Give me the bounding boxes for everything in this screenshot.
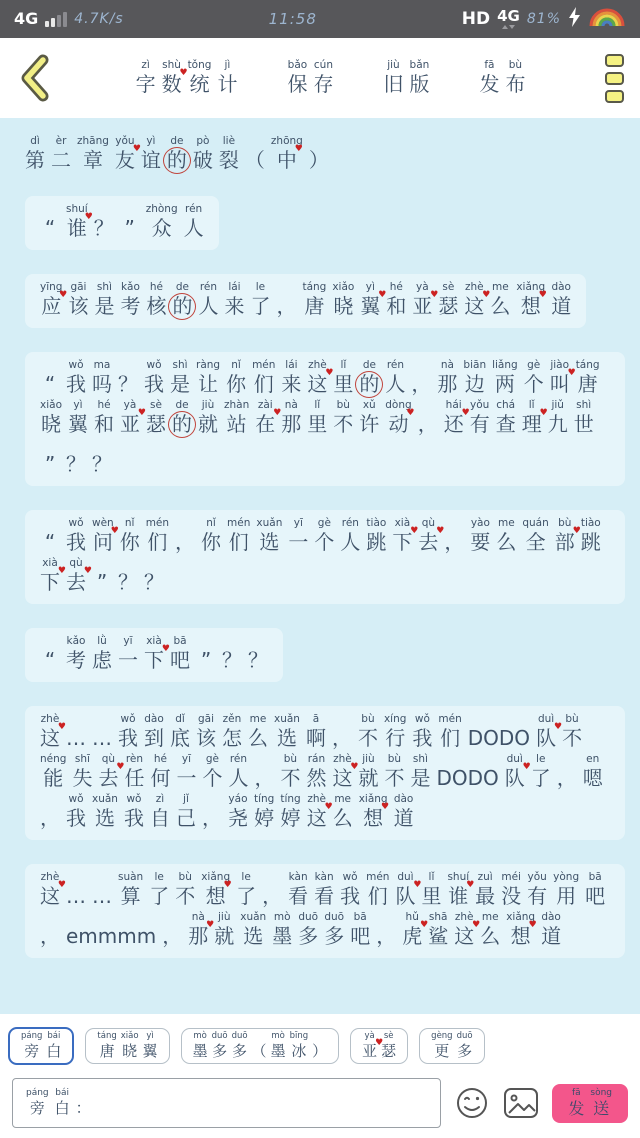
emoji-button[interactable]: [454, 1085, 490, 1121]
ruby-char: me 么: [496, 517, 517, 554]
ruby-char: zhāng 章: [77, 135, 109, 172]
ruby-char: rén 人: [340, 517, 361, 554]
ruby-char: kàn 看: [314, 871, 335, 908]
ruby-char: nǐ 你: [119, 517, 140, 554]
ruby-char: xuǎn 选: [274, 713, 300, 750]
ruby-char: shī 失: [72, 753, 93, 790]
ruby-char: nà ♥ 那: [188, 911, 208, 949]
ruby-char: rén 人: [183, 203, 204, 240]
ruby-char: yà ♥ 亚: [362, 1031, 377, 1061]
ruby-char: dào 道: [541, 911, 562, 948]
message-input[interactable]: [12, 1078, 441, 1128]
ruby-char: ）: [312, 1042, 328, 1060]
ruby-char: duō 多: [324, 911, 345, 948]
ruby-char: yī 一: [176, 753, 197, 790]
ruby-char: nà 那: [281, 399, 302, 436]
ruby-char: tíng 婷: [280, 793, 301, 830]
ruby-char: rèn 任: [124, 753, 145, 790]
ruby-char: qù ♥ 去: [66, 557, 86, 595]
ruby-char: xíng 行: [383, 713, 407, 750]
ruby-char: shì 世: [573, 399, 594, 436]
ruby-char: xià ♥ 下: [392, 517, 412, 555]
ruby-char: èr 二: [51, 135, 71, 172]
ruby-char: zhōng ♥ 中: [271, 135, 303, 173]
ruby-char: dòng ♥ 动: [385, 399, 411, 437]
ruby-char: …: [92, 884, 112, 908]
ruby-char: lǜ 虑: [92, 635, 112, 672]
ruby-char: bù ♥ 部: [555, 517, 575, 555]
ruby-char: néng 能: [40, 753, 67, 790]
ruby-char: ，: [556, 766, 577, 790]
ruby-char: dì 第: [25, 135, 45, 172]
role-button-tang-xiaoyi[interactable]: [85, 1028, 169, 1064]
ruby-char: “: [44, 530, 56, 554]
ruby-char: gè 个: [523, 359, 544, 396]
ruby-char: “: [44, 648, 56, 672]
ruby-char: me 么: [248, 713, 268, 750]
paragraph-list: [0, 196, 640, 958]
ruby-char: shù ♥ 数: [162, 59, 182, 97]
ruby-char: ，: [201, 806, 222, 830]
ruby-char: wǒ 我: [412, 713, 433, 750]
ruby-char: tiào 跳: [580, 517, 601, 554]
network-type-label: 4G: [14, 9, 39, 28]
back-button[interactable]: [16, 52, 56, 104]
ruby-char: ，: [444, 530, 465, 554]
ruby-char: shuí ♥ 谁: [447, 871, 469, 909]
ruby-char: lǐ 里: [307, 399, 328, 436]
ruby-char: （: [244, 148, 265, 172]
ruby-char: gāi 该: [196, 713, 216, 750]
ruby-char: cún 存: [313, 59, 334, 96]
ruby-char: bái 白: [54, 1088, 70, 1117]
ruby-char: en 嗯: [582, 753, 603, 790]
ruby-char: qù ♥ 去: [98, 753, 118, 791]
ruby-char: shā 鲨: [428, 911, 449, 948]
ruby-char: ：: [75, 1099, 91, 1117]
ruby-char: de 的: [166, 135, 187, 172]
paragraph-block[interactable]: [25, 274, 586, 328]
ruby-char: liè 裂: [218, 135, 239, 172]
ruby-char: “: [44, 216, 56, 240]
ruby-char: xǔ 许: [359, 399, 380, 436]
ruby-char: le 了: [149, 871, 170, 908]
ruby-char: emmmm: [66, 924, 157, 948]
ruby-char: bǎo 保: [287, 59, 308, 96]
ruby-char: fā 发: [479, 59, 500, 96]
ruby-char: dào 道: [393, 793, 414, 830]
ruby-char: yǒu 有: [469, 399, 490, 436]
ruby-char: zhè ♥ 这: [307, 359, 327, 397]
paragraph-block[interactable]: [25, 864, 625, 958]
ruby-char: bā 吧: [585, 871, 606, 908]
ruby-char: ？: [222, 648, 242, 672]
ruby-char: ，: [276, 294, 297, 318]
ruby-char: ？: [144, 570, 164, 594]
ruby-char: rén 人: [198, 281, 219, 318]
ruby-char: de 的: [172, 281, 193, 318]
ruby-char: bái 白: [46, 1031, 62, 1060]
ruby-char: yǒu ♥ 友: [115, 135, 135, 173]
ruby-char: xiǎo 晓: [332, 281, 355, 318]
emoji-smiley-icon: [455, 1086, 489, 1120]
nav-bar: [0, 38, 640, 118]
ruby-char: kàn 看: [288, 871, 309, 908]
ruby-char: yǒu 有: [527, 871, 548, 908]
ruby-char: gè 个: [202, 753, 223, 790]
ruby-char: jiù 就: [214, 911, 235, 948]
ruby-char: ràng 让: [196, 359, 221, 396]
ruby-char: zài ♥ 在: [255, 399, 275, 437]
ruby-char: bīng 冰: [289, 1031, 309, 1060]
ruby-char: sòng 送: [590, 1087, 612, 1118]
ruby-char: ？: [248, 648, 268, 672]
ruby-char: méi 没: [501, 871, 522, 908]
ruby-char: hé 何: [150, 753, 171, 790]
ruby-char: wǒ 我: [118, 713, 138, 750]
ruby-char: ”: [124, 216, 135, 240]
ruby-char: yì 翼: [68, 399, 88, 436]
ruby-char: suàn 算: [118, 871, 144, 908]
ruby-char: zhàn 站: [224, 399, 250, 436]
ruby-char: tíng 婷: [253, 793, 275, 830]
ruby-char: yì 谊: [140, 135, 161, 172]
ruby-char: rén 人: [385, 359, 406, 396]
ruby-char: le 了: [236, 871, 257, 908]
ruby-char: bù 不: [562, 713, 583, 750]
ruby-char: hé 核: [146, 281, 167, 318]
battery-percent: 81%: [526, 11, 561, 27]
ruby-char: ā 啊: [305, 713, 326, 750]
ruby-char: me 么: [332, 793, 353, 830]
ruby-char: duō 多: [211, 1031, 228, 1060]
ruby-char: …: [92, 726, 112, 750]
ruby-char: jiào ♥ 叫: [550, 359, 570, 397]
ruby-char: ，: [40, 806, 60, 830]
ruby-char: bù 不: [175, 871, 196, 908]
chapter-content: [0, 118, 640, 1014]
ruby-char: zhè ♥ 这: [307, 793, 327, 831]
ruby-char: jiǔ 九: [547, 399, 568, 436]
ruby-char: nà 那: [437, 359, 458, 396]
ruby-char: ，: [376, 924, 397, 948]
ruby-char: yī 一: [118, 635, 138, 672]
ruby-char: ？: [66, 452, 86, 476]
ruby-char: wǒ 我: [66, 359, 86, 396]
ruby-char: duō 多: [231, 1031, 248, 1060]
ruby-char: nǐ 你: [201, 517, 222, 554]
nav-item-old-version[interactable]: [380, 58, 432, 98]
back-chevron-icon: [16, 53, 52, 103]
ruby-char: kǎo 考: [66, 635, 86, 672]
ruby-char: duō 多: [298, 911, 319, 948]
paragraph-block[interactable]: [25, 196, 219, 250]
ruby-char: hǔ ♥ 虎: [402, 911, 422, 949]
ruby-char: ？: [92, 452, 112, 476]
ruby-char: xuǎn 选: [92, 793, 118, 830]
chapter-title: [22, 134, 628, 174]
status-bar: [0, 0, 640, 38]
ruby-char: bǎn 版: [409, 59, 430, 96]
ruby-char: ”: [44, 452, 56, 476]
ruby-char: bù 不: [384, 753, 405, 790]
ruby-char: shì 是: [170, 359, 190, 396]
ruby-char: yà ♥ 亚: [412, 281, 432, 319]
ruby-char: xiǎo 晓: [120, 1031, 139, 1060]
ruby-char: táng 唐: [575, 359, 600, 396]
ruby-char: mén 们: [252, 359, 276, 396]
ruby-char: （: [251, 1042, 267, 1060]
nav-item-word-count[interactable]: [133, 58, 241, 98]
role-button-mo-duoduo[interactable]: [181, 1028, 340, 1064]
ruby-char: yì 翼: [142, 1031, 158, 1060]
role-button-yase[interactable]: [350, 1028, 408, 1064]
ruby-char: hé 和: [94, 399, 114, 436]
ruby-char: biān 边: [463, 359, 487, 396]
ruby-char: xià ♥ 下: [144, 635, 164, 673]
ruby-char: zhòng 众: [145, 203, 178, 240]
ruby-char: fā 发: [568, 1087, 585, 1118]
nav-items: [56, 58, 605, 98]
ruby-char: bù 不: [357, 713, 378, 750]
ruby-char: yì ♥ 翼: [360, 281, 380, 319]
ruby-char: pò 破: [192, 135, 213, 172]
ruby-char: ，: [162, 924, 183, 948]
composer-bar: [0, 1076, 640, 1138]
ruby-char: lái 来: [281, 359, 302, 396]
input-role-prefix: [23, 1087, 94, 1119]
ruby-char: ，: [40, 924, 60, 948]
ruby-char: duì ♥ 队: [536, 713, 556, 751]
ruby-char: lǐ 里: [333, 359, 354, 396]
ruby-char: shì 是: [94, 281, 115, 318]
ruby-char: wǒ 我: [144, 359, 164, 396]
ruby-char: mò 墨: [270, 1031, 286, 1060]
ruby-char: bù 不: [333, 399, 354, 436]
network-speed: 4.7K/s: [74, 11, 124, 27]
ruby-char: zuì 最: [475, 871, 496, 908]
triple-square-menu-icon[interactable]: [605, 54, 624, 103]
ruby-char: tiào 跳: [366, 517, 387, 554]
ruby-char: xiǎng ♥ 想: [359, 793, 388, 831]
ruby-char: xuǎn 选: [240, 911, 267, 948]
ruby-char: wǒ 我: [340, 871, 361, 908]
ruby-char: táng 唐: [97, 1031, 117, 1060]
ruby-char: mén 们: [227, 517, 251, 554]
ruby-char: hé 和: [386, 281, 407, 318]
ruby-char: yáo 尧: [227, 793, 248, 830]
paragraph-block[interactable]: [25, 628, 283, 682]
ruby-char: xiǎng ♥ 想: [201, 871, 230, 909]
ruby-char: xià ♥ 下: [40, 557, 60, 595]
ruby-char: me 么: [480, 911, 501, 948]
ruby-char: gè 个: [314, 517, 335, 554]
ruby-char: yà ♥ 亚: [120, 399, 140, 437]
ruby-char: yī 一: [288, 517, 309, 554]
send-button[interactable]: [552, 1084, 628, 1123]
ruby-char: rán 然: [306, 753, 327, 790]
ruby-char: gèng 更: [431, 1031, 453, 1060]
ruby-char: dǐ 底: [170, 713, 190, 750]
ruby-char: tǒng 统: [187, 59, 212, 96]
ruby-char: zhè ♥ 这: [454, 911, 474, 949]
ruby-char: ）: [308, 148, 329, 172]
ruby-char: gāi 该: [68, 281, 89, 318]
paragraph-block[interactable]: [25, 706, 625, 840]
ruby-char: de 的: [172, 399, 192, 436]
ruby-char: rén 人: [228, 753, 249, 790]
ruby-char: dào 到: [144, 713, 164, 750]
signal-bars-icon: [45, 11, 67, 27]
ruby-char: quán 全: [522, 517, 549, 554]
ruby-char: shì 是: [410, 753, 431, 790]
ruby-char: zhè ♥ 这: [464, 281, 484, 319]
ruby-char: páng 旁: [21, 1031, 43, 1060]
ruby-char: shuí ♥ 谁: [66, 203, 88, 241]
ruby-char: xiǎo 晓: [40, 399, 62, 436]
paragraph-block[interactable]: [25, 352, 625, 486]
ruby-char: de 的: [359, 359, 380, 396]
ruby-char: ，: [262, 884, 283, 908]
role-button-narrator[interactable]: [8, 1027, 74, 1065]
ruby-char: liǎng 两: [492, 359, 518, 396]
ruby-char: jǐ 己: [175, 793, 196, 830]
ruby-char: jiù 就: [198, 399, 218, 436]
image-button[interactable]: [503, 1085, 539, 1121]
ruby-char: bā 吧: [350, 911, 371, 948]
ruby-char: duō 多: [456, 1031, 473, 1060]
ruby-char: ”: [200, 648, 212, 672]
ruby-char: …: [66, 726, 86, 750]
ruby-char: chá 查: [495, 399, 516, 436]
ruby-char: hái ♥ 还: [444, 399, 464, 437]
role-bar: [0, 1014, 640, 1076]
image-icon: [503, 1087, 539, 1119]
ruby-char: xiǎng ♥ 想: [506, 911, 535, 949]
ruby-char: sè 瑟: [146, 399, 166, 436]
ruby-char: sè 瑟: [381, 1031, 397, 1060]
clock: 11:58: [268, 10, 317, 28]
ruby-char: wǒ 我: [66, 793, 86, 830]
ruby-char: duì ♥ 队: [395, 871, 415, 909]
ruby-char: ？: [118, 570, 138, 594]
ruby-char: páng 旁: [26, 1088, 49, 1117]
ruby-char: jiù 就: [358, 753, 379, 790]
role-button-more[interactable]: [419, 1028, 484, 1064]
ruby-char: duì ♥ 队: [505, 753, 525, 791]
ruby-char: wǒ 我: [66, 517, 86, 554]
ruby-char: yīng ♥ 应: [40, 281, 62, 319]
ruby-char: zhè ♥ 这: [40, 871, 60, 909]
ruby-char: DODO: [436, 766, 499, 790]
hd-indicator: HD: [461, 9, 491, 29]
ruby-char: zì 字: [135, 59, 156, 96]
nav-item-save[interactable]: [284, 58, 336, 98]
ruby-char: mò 墨: [272, 911, 293, 948]
ruby-char: ？: [93, 216, 114, 240]
ruby-char: lái 来: [224, 281, 245, 318]
ruby-char: xuǎn 选: [256, 517, 283, 554]
ruby-char: jiù 旧: [383, 59, 404, 96]
ruby-char: ，: [175, 530, 196, 554]
ruby-char: lǐ ♥ 理: [522, 399, 542, 437]
lightning-icon: [568, 7, 581, 31]
ruby-char: táng 唐: [302, 281, 327, 318]
mobile-data-indicator: 4G: [497, 9, 520, 29]
ruby-char: dào 道: [551, 281, 572, 318]
ruby-char: zhè ♥ 这: [40, 713, 60, 751]
ruby-char: yào 要: [470, 517, 491, 554]
ruby-char: bù 布: [505, 59, 526, 96]
ruby-char: zì 自: [149, 793, 170, 830]
ruby-char: lǐ 里: [421, 871, 442, 908]
ruby-char: ”: [96, 570, 108, 594]
ruby-char: ？: [118, 372, 138, 396]
ruby-char: le 了: [250, 281, 271, 318]
ruby-char: ，: [411, 372, 432, 396]
ruby-char: mén 们: [438, 713, 462, 750]
ruby-char: ma 吗: [92, 359, 112, 396]
ruby-char: sè 瑟: [438, 281, 459, 318]
ruby-char: DODO: [467, 726, 531, 750]
ruby-char: mén 们: [366, 871, 390, 908]
ruby-char: ，: [417, 412, 438, 436]
ruby-char: le 了: [530, 753, 551, 790]
ruby-char: “: [44, 372, 56, 396]
paragraph-block[interactable]: [25, 510, 625, 604]
ruby-char: ，: [254, 766, 275, 790]
data-arrows-icon: [502, 25, 515, 29]
ruby-char: wǒ 我: [123, 793, 144, 830]
ruby-char: mò 墨: [192, 1031, 208, 1060]
ruby-char: bā 吧: [170, 635, 190, 672]
ruby-char: nǐ 你: [226, 359, 247, 396]
ruby-char: jì 计: [217, 59, 238, 96]
rainbow-icon: [588, 8, 626, 30]
ruby-char: ，: [331, 726, 352, 750]
ruby-char: mén 们: [145, 517, 170, 554]
ruby-char: zěn 怎: [222, 713, 242, 750]
ruby-char: xiǎng ♥ 想: [516, 281, 545, 319]
ruby-char: zhè ♥ 这: [332, 753, 352, 791]
ruby-char: kǎo 考: [120, 281, 141, 318]
ruby-char: …: [66, 884, 86, 908]
ruby-char: qù ♥ 去: [418, 517, 438, 555]
ruby-char: me 么: [490, 281, 511, 318]
ruby-char: wèn ♥ 问: [92, 517, 114, 555]
ruby-char: bù 不: [280, 753, 301, 790]
nav-item-publish[interactable]: [476, 58, 528, 98]
ruby-char: yòng 用: [553, 871, 580, 908]
